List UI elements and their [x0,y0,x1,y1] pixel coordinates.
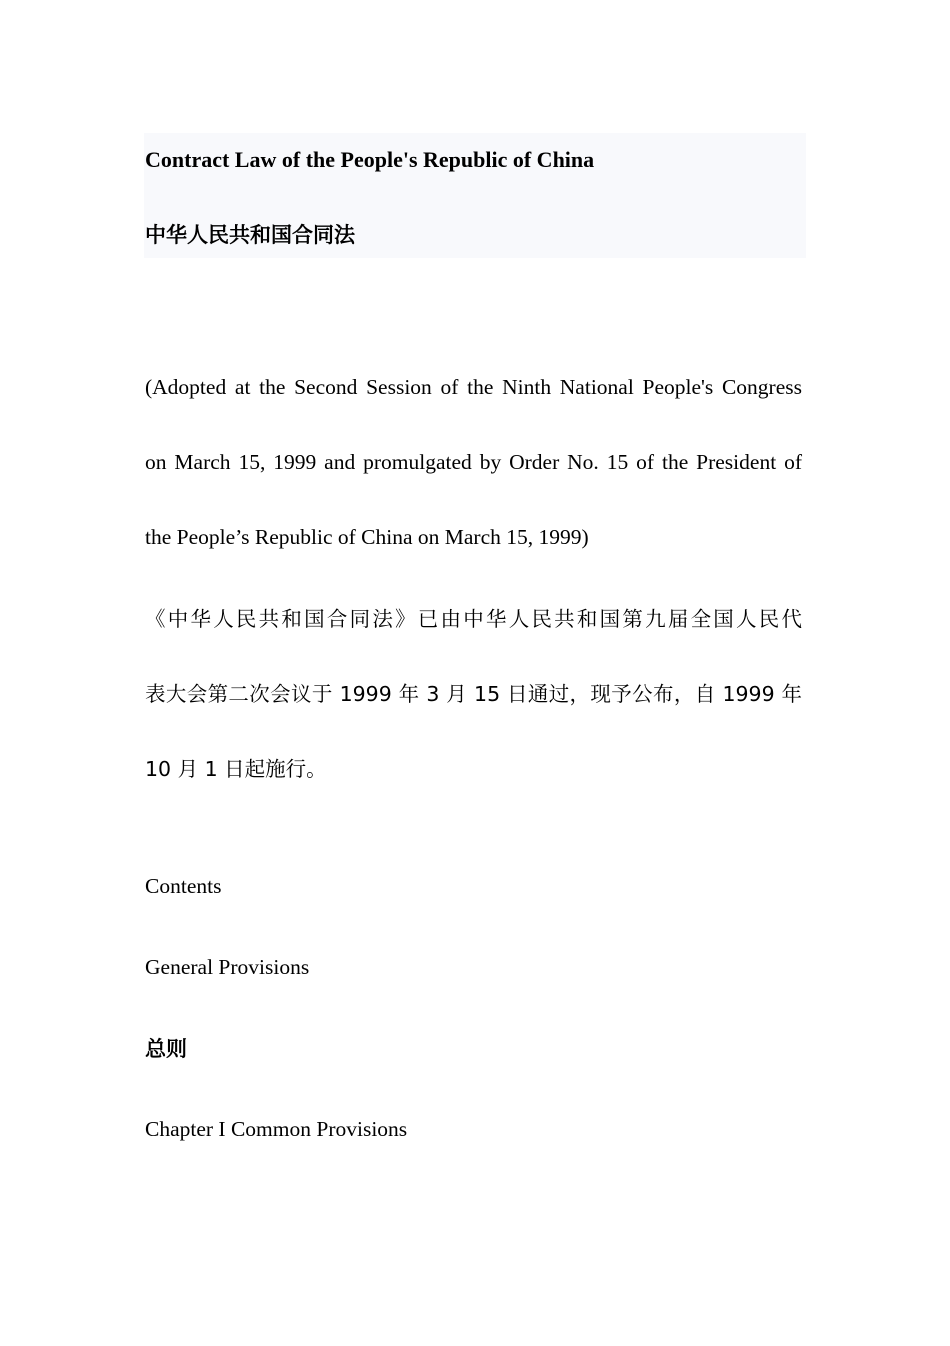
adoption-note-line-1: (Adopted at the Second Session of the Ninth National People's Congress [145,375,802,399]
chinese-note-line-1: 《中华人民共和国合同法》已由中华人民共和国第九届全国人民代 [145,607,802,631]
adoption-note-line-3: the People’s Republic of China on March 15, 1999) [145,525,589,549]
contents-heading: Contents [145,874,222,898]
chinese-note-line-2: 表大会第二次会议于 1999 年 3 月 15 日通过，现予公布，自 1999 年 [145,682,802,706]
chapter-1-heading: Chapter I Common Provisions [145,1117,408,1141]
general-provisions-heading: General Provisions [145,955,310,979]
general-provisions-heading-chinese: 总则 [145,1037,187,1061]
adoption-note-line-2: on March 15, 1999 and promulgated by Order No. 15 of the President of [145,450,802,474]
document-title-chinese: 中华人民共和国合同法 [145,223,355,247]
title-block [144,133,806,258]
chinese-note-line-3: 10 月 1 日起施行。 [145,757,327,781]
document-title-english: Contract Law of the People's Republic of China [145,147,595,172]
